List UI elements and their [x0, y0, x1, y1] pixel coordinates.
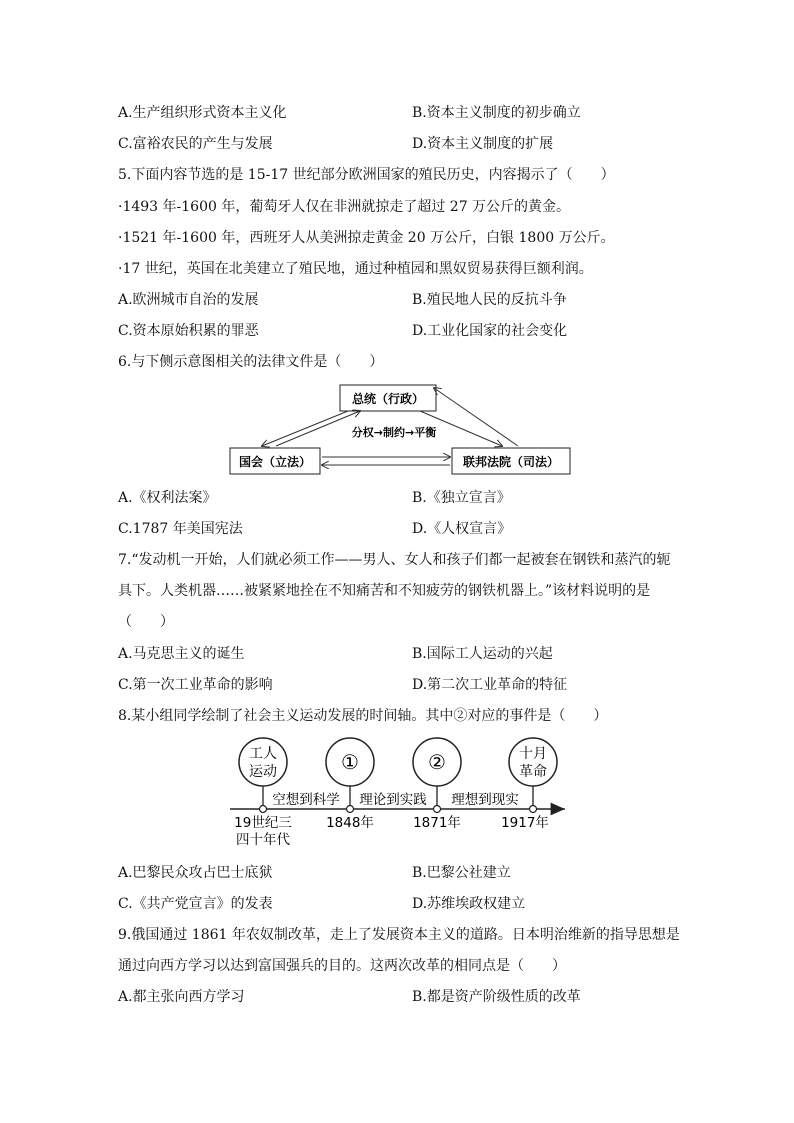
center-label: 分权→制约→平衡: [351, 426, 437, 439]
president-label: 总统（行政）: [351, 392, 425, 406]
q6-option-a: A.《权利法案》: [118, 490, 217, 506]
q8-option-a: A.巴黎民众攻占巴士底狱: [118, 865, 273, 881]
node-1-label-line-1: 工人: [249, 746, 277, 762]
q7-stem-line-3: （ ）: [118, 614, 174, 630]
q6-option-d: D.《人权宣言》: [412, 521, 512, 537]
q9-option-a: A.都主张向西方学习: [118, 989, 245, 1005]
q8-option-c: C.《共产党宣言》的发表: [118, 896, 273, 912]
q7-option-a: A.马克思主义的诞生: [118, 646, 245, 662]
q7-option-d: D.第二次工业革命的特征: [412, 677, 568, 693]
segment-label-3: 理想到现实: [451, 792, 519, 808]
axis-point-2: [347, 806, 354, 813]
segment-label-2: 理论到实践: [359, 792, 427, 808]
q5-item-2: ·1521 年-1600 年，西班牙人从美洲掠走黄金 20 万公斤，白银 1800 万公斤。: [118, 230, 615, 246]
arrow-president-to-congress: [262, 411, 348, 446]
congress-label: 国会（立法）: [238, 455, 312, 469]
q5-option-c: C.资本原始积累的罪恶: [118, 323, 259, 339]
time-label-1-line-2: 四十年代: [236, 832, 290, 848]
q4-option-d: D.资本主义制度的扩展: [412, 136, 554, 152]
axis-point-3: [434, 806, 441, 813]
axis-point-1: [260, 806, 267, 813]
segment-label-1: 空想到科学: [272, 792, 340, 808]
arrow-court-to-president: [434, 388, 518, 446]
q7-option-c: C.第一次工业革命的影响: [118, 677, 273, 693]
q7-stem-line-2: 具下。人类机器……被紧紧地拴在不知痛苦和不知疲劳的钢铁机器上。”该材料说明的是: [118, 583, 651, 599]
q9-stem-line-2: 通过向西方学习以达到富国强兵的目的。这两次改革的相同点是（ ）: [118, 958, 566, 974]
q7-option-b: B.国际工人运动的兴起: [412, 646, 553, 662]
time-label-4: 1917年: [501, 815, 549, 831]
q7-stem-line-1: 7.“发动机一开始，人们就必须工作——男人、女人和孩子们都一起被套在钢铁和蒸汽的轭: [118, 552, 671, 568]
node-4-label-line-1: 十月: [519, 746, 547, 762]
q5-item-1: ·1493 年-1600 年，葡萄牙人仅在非洲就掠走了超过 27 万公斤的黄金。: [118, 199, 571, 215]
q9-option-b: B.都是资产阶级性质的改革: [412, 989, 581, 1005]
q4-option-c: C.富裕农民的产生与发展: [118, 136, 273, 152]
q8-stem: 8.某小组同学绘制了社会主义运动发展的时间轴。其中②对应的事件是（ ）: [118, 708, 608, 724]
q9-stem-line-1: 9.俄国通过 1861 年农奴制改革，走上了发展资本主义的道路。日本明治维新的指导思想是: [118, 927, 680, 943]
q5-option-d: D.工业化国家的社会变化: [412, 323, 568, 339]
q5-item-3: ·17 世纪，英国在北美建立了殖民地，通过种植园和黑奴贸易获得巨额利润。: [118, 261, 593, 277]
q5-option-b: B.殖民地人民的反抗斗争: [412, 292, 567, 308]
q6-stem: 6.与下侧示意图相关的法律文件是（ ）: [118, 354, 384, 370]
q4-option-b: B.资本主义制度的初步确立: [412, 105, 581, 121]
q5-option-a: A.欧洲城市自治的发展: [118, 292, 259, 308]
axis-point-4: [530, 806, 537, 813]
node-4-label-line-2: 革命: [519, 764, 547, 780]
node-2-label: ①: [341, 750, 359, 774]
time-label-3: 1871年: [413, 815, 461, 831]
q8-option-d: D.苏维埃政权建立: [412, 896, 526, 912]
q6-option-c: C.1787 年美国宪法: [118, 521, 243, 537]
q8-option-b: B.巴黎公社建立: [412, 865, 511, 881]
time-label-2: 1848年: [326, 815, 374, 831]
court-label: 联邦法院（司法）: [462, 455, 560, 469]
arrow-congress-to-president: [276, 411, 360, 446]
node-1-label-line-2: 运动: [249, 764, 277, 780]
q6-option-b: B.《独立宣言》: [412, 490, 511, 506]
q4-option-a: A.生产组织形式资本主义化: [118, 105, 287, 121]
separation-of-powers-diagram: [220, 380, 580, 480]
q5-stem: 5.下面内容节选的是 15-17 世纪部分欧洲国家的殖民历史，内容揭示了（ ）: [118, 167, 615, 183]
time-label-1-line-1: 19世纪三: [234, 815, 292, 831]
node-3-label: ②: [428, 750, 446, 774]
socialism-timeline: [225, 734, 570, 850]
